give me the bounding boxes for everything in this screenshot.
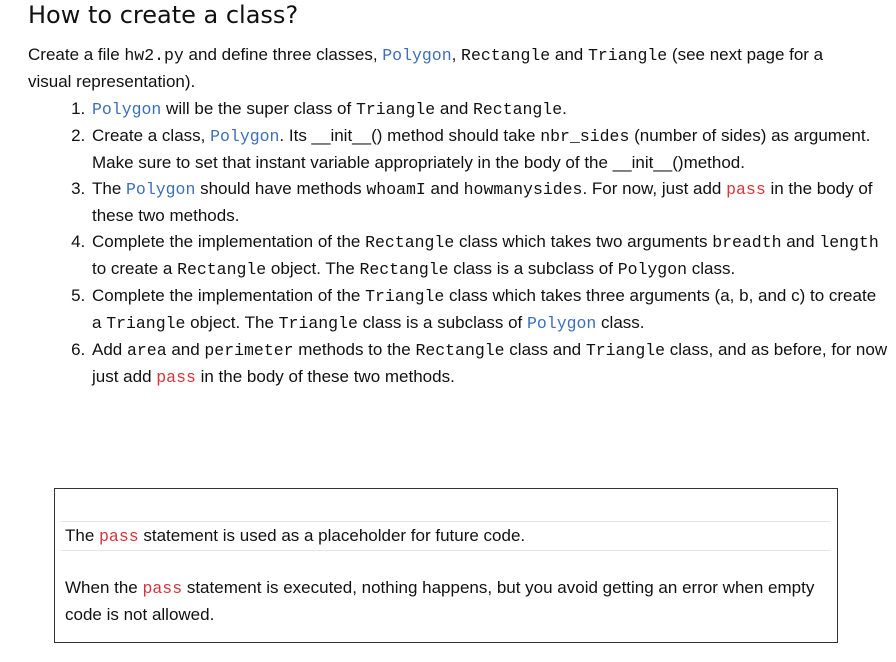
polygon-code: Polygon	[210, 127, 280, 146]
triangle-code: Triangle	[278, 314, 358, 333]
task-item-6	[90, 337, 890, 391]
polygon-code: Polygon	[126, 180, 196, 199]
rectangle-code: Rectangle	[359, 260, 449, 279]
note-line-2	[65, 575, 825, 628]
note-text: When the	[65, 578, 143, 597]
pass-keyword: pass	[156, 368, 196, 387]
task-text: will be the super class of	[161, 99, 356, 118]
task-text: to create a	[92, 259, 178, 278]
task-text: methods to the	[293, 340, 416, 359]
task-text: and	[166, 340, 205, 359]
task-text: class and	[504, 340, 586, 359]
area-code: area	[126, 341, 167, 360]
task-text: Complete the implementation of the	[92, 232, 366, 251]
task-item-4	[90, 229, 890, 283]
polygon-code: Polygon	[92, 100, 162, 119]
task-text: Complete the implementation of the	[92, 286, 366, 305]
rectangle-code: Rectangle	[473, 100, 563, 119]
task-text: The	[92, 179, 127, 198]
task-text: class is a subclass of	[357, 313, 527, 332]
rectangle-code: Rectangle	[415, 341, 505, 360]
triangle-code: Triangle	[355, 100, 436, 119]
intro-text: and	[550, 45, 588, 64]
task-text: in the body of these two methods.	[195, 367, 455, 386]
intro-text: (see next page for a visual representation).	[28, 45, 824, 91]
task-text: .	[562, 99, 567, 118]
triangle-code: Triangle	[365, 287, 445, 306]
task-text: should have methods	[195, 179, 367, 198]
task-text: and	[781, 232, 820, 251]
triangle-code: Triangle	[585, 341, 666, 360]
note-text: statement is used as a placeholder for future code.	[138, 526, 526, 545]
polygon-code: Polygon	[527, 314, 597, 333]
task-text: class which takes three arguments (a, b, and c) to create a	[92, 286, 877, 332]
task-item-5	[90, 283, 890, 337]
task-text: . For now, just add	[582, 179, 727, 198]
task-list	[56, 96, 890, 391]
task-item-1	[90, 96, 890, 123]
breadth-code: breadth	[712, 233, 782, 252]
pass-note-box	[54, 488, 838, 643]
nbr-sides-code: nbr_sides	[540, 127, 630, 146]
note-line-1	[65, 523, 825, 550]
note-text: The	[65, 526, 100, 545]
triangle-code: Triangle	[587, 46, 668, 65]
task-item-2	[90, 123, 890, 176]
pass-keyword: pass	[99, 527, 139, 546]
filename-code: hw2.py	[124, 46, 184, 65]
intro-text: Create a file	[28, 45, 125, 64]
task-text: object. The	[185, 313, 279, 332]
task-text: . Its __init__() method should take	[279, 126, 541, 145]
task-text: class.	[596, 313, 645, 332]
whoami-code: whoamI	[366, 180, 426, 199]
howmanysides-code: howmanysides	[463, 180, 583, 199]
task-text: class which takes two arguments	[454, 232, 713, 251]
task-text: object. The	[266, 259, 360, 278]
task-text: class.	[687, 259, 736, 278]
intro-text: and define three classes,	[183, 45, 383, 64]
intro-paragraph	[28, 42, 848, 95]
task-text: class, and as before, for now just add	[92, 340, 888, 386]
rectangle-code: Rectangle	[177, 260, 267, 279]
rectangle-code: Rectangle	[365, 233, 455, 252]
divider	[61, 521, 831, 522]
divider	[61, 550, 831, 551]
length-code: length	[819, 233, 879, 252]
polygon-code: Polygon	[617, 260, 687, 279]
pass-keyword: pass	[726, 180, 766, 199]
triangle-code: Triangle	[106, 314, 186, 333]
intro-text: ,	[451, 45, 462, 64]
task-text: Add	[92, 340, 127, 359]
pass-keyword: pass	[142, 579, 183, 598]
task-text: (number of sides) as argument. Make sure to set that instant variable appropriately in the body of the __init__()method.	[92, 126, 871, 172]
page-title: How to create a class?	[28, 1, 299, 29]
task-text: class is a subclass of	[448, 259, 618, 278]
task-text: and	[435, 99, 473, 118]
task-text: Create a class,	[92, 126, 211, 145]
polygon-code: Polygon	[382, 46, 452, 65]
task-text: and	[425, 179, 464, 198]
perimeter-code: perimeter	[204, 341, 294, 360]
note-text: statement is executed, nothing happens, but you avoid getting an error when empty code is not allowed.	[65, 578, 815, 624]
task-item-3	[90, 176, 890, 229]
rectangle-code: Rectangle	[461, 46, 551, 65]
task-text: in the body of these two methods.	[92, 179, 873, 225]
